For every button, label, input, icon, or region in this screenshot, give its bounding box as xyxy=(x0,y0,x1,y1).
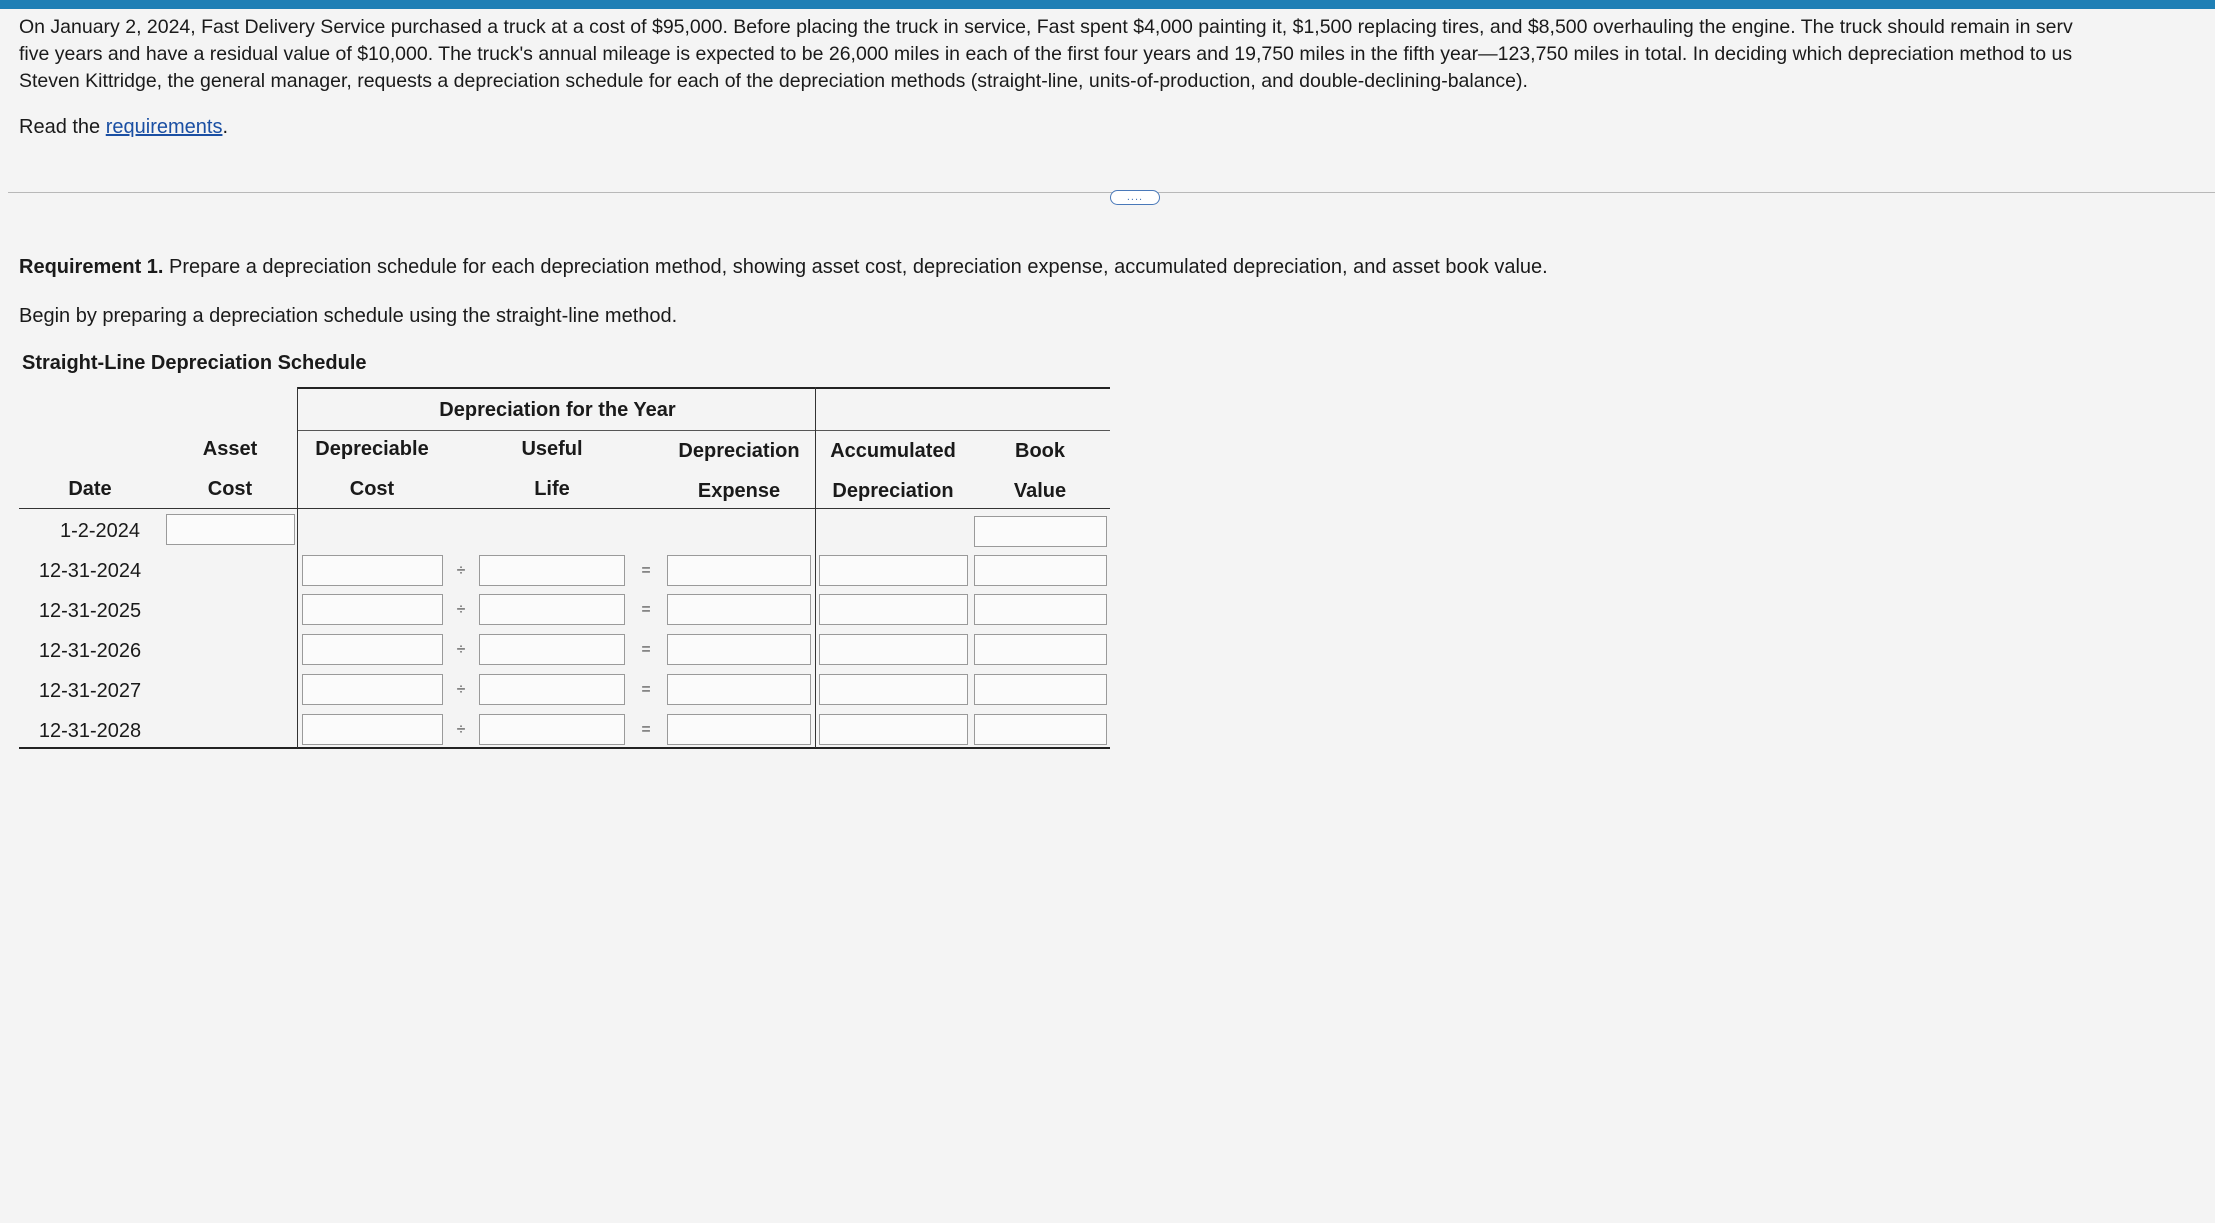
book-value-input[interactable] xyxy=(974,555,1107,586)
requirement-text: Prepare a depreciation schedule for each depreciation method, showing asset cost, depreciation expense, accumulated depreciation, and asset book value. xyxy=(163,256,1548,278)
row-date-2: 12-31-2025 xyxy=(38,600,142,622)
header-accumulated-2: Depreciation xyxy=(832,480,954,502)
divide-sign: ÷ xyxy=(456,601,466,618)
depreciation-expense-input[interactable] xyxy=(667,714,811,745)
depreciable-cost-input[interactable] xyxy=(302,634,443,665)
top-accent-bar xyxy=(0,0,2215,9)
header-date: Date xyxy=(68,478,112,500)
row-date-4: 12-31-2027 xyxy=(38,680,142,702)
divide-sign: ÷ xyxy=(456,681,466,698)
divide-sign: ÷ xyxy=(456,562,466,579)
asset-cost-input[interactable] xyxy=(166,514,295,545)
header-asset-cost-1: Asset xyxy=(202,438,258,460)
equals-sign: = xyxy=(641,601,651,618)
depreciable-cost-input[interactable] xyxy=(302,674,443,705)
useful-life-input[interactable] xyxy=(479,555,625,586)
equals-sign: = xyxy=(641,641,651,658)
book-value-input[interactable] xyxy=(974,714,1107,745)
header-bottom-rule xyxy=(19,508,1110,509)
useful-life-input[interactable] xyxy=(479,634,625,665)
row-date-5: 12-31-2028 xyxy=(38,720,142,742)
expand-more-button[interactable]: .... xyxy=(1110,190,1160,205)
equals-sign: = xyxy=(641,721,651,738)
useful-life-input[interactable] xyxy=(479,674,625,705)
useful-life-input[interactable] xyxy=(479,594,625,625)
header-accumulated-1: Accumulated xyxy=(830,440,956,462)
requirements-link[interactable]: requirements xyxy=(105,116,223,138)
accumulated-depreciation-input[interactable] xyxy=(819,555,968,586)
depreciation-expense-input[interactable] xyxy=(667,674,811,705)
begin-instruction: Begin by preparing a depreciation schedule using the straight-line method. xyxy=(19,305,678,327)
equals-sign: = xyxy=(641,562,651,579)
header-useful-life-1: Useful xyxy=(521,438,583,460)
equals-sign: = xyxy=(641,681,651,698)
divide-sign: ÷ xyxy=(456,721,466,738)
depreciable-cost-input[interactable] xyxy=(302,594,443,625)
initial-book-value-input[interactable] xyxy=(974,516,1107,547)
header-book-value-1: Book xyxy=(1015,440,1065,462)
table-top-rule xyxy=(298,387,1110,389)
depreciation-expense-input[interactable] xyxy=(667,634,811,665)
requirement-1 xyxy=(19,256,1548,279)
group-rule xyxy=(298,430,1110,431)
read-prefix: Read the xyxy=(19,116,106,138)
header-asset-cost-2: Cost xyxy=(207,478,253,500)
table-bottom-rule xyxy=(19,747,1110,749)
divide-sign: ÷ xyxy=(456,641,466,658)
book-value-input[interactable] xyxy=(974,674,1107,705)
header-book-value-2: Value xyxy=(1013,480,1067,502)
accumulated-depreciation-input[interactable] xyxy=(819,714,968,745)
header-depreciation-expense-1: Depreciation xyxy=(678,440,800,462)
header-depreciable-cost-1: Depreciable xyxy=(315,438,429,460)
schedule-title: Straight-Line Depreciation Schedule xyxy=(22,352,367,374)
requirement-label: Requirement 1. xyxy=(19,256,164,278)
row-date-1: 12-31-2024 xyxy=(38,560,142,582)
header-depreciation-for-year: Depreciation for the Year xyxy=(439,399,676,421)
read-requirements xyxy=(19,116,228,139)
book-value-input[interactable] xyxy=(974,634,1107,665)
problem-statement xyxy=(19,14,2215,95)
book-value-input[interactable] xyxy=(974,594,1107,625)
problem-line-3: Steven Kittridge, the general manager, requests a depreciation schedule for each of the depreciation methods (straight-line, units-of-production, and double-declining-balance). xyxy=(19,70,1528,92)
row-date-3: 12-31-2026 xyxy=(38,640,142,662)
accumulated-depreciation-input[interactable] xyxy=(819,594,968,625)
row-date-0: 1-2-2024 xyxy=(59,520,141,542)
depreciation-expense-input[interactable] xyxy=(667,555,811,586)
problem-line-1: On January 2, 2024, Fast Delivery Service purchased a truck at a cost of $95,000. Before placing the truck in service, Fast spent $4,000 painting it, $1,500 replacing tires, and $8,500 overhauling the engine. The truck should remain in serv xyxy=(19,16,2073,38)
col-divider-1 xyxy=(297,387,298,748)
accumulated-depreciation-input[interactable] xyxy=(819,634,968,665)
useful-life-input[interactable] xyxy=(479,714,625,745)
header-depreciable-cost-2: Cost xyxy=(349,478,395,500)
depreciable-cost-input[interactable] xyxy=(302,555,443,586)
accumulated-depreciation-input[interactable] xyxy=(819,674,968,705)
depreciation-expense-input[interactable] xyxy=(667,594,811,625)
read-suffix: . xyxy=(222,116,229,138)
problem-line-2: five years and have a residual value of $10,000. The truck's annual mileage is expected to be 26,000 miles in each of the first four years and 19,750 miles in the fifth year—123,750 miles in total. In deciding which depreciation method to us xyxy=(19,43,2073,65)
depreciable-cost-input[interactable] xyxy=(302,714,443,745)
header-depreciation-expense-2: Expense xyxy=(697,480,781,502)
col-divider-2 xyxy=(815,387,816,748)
header-useful-life-2: Life xyxy=(534,478,570,500)
